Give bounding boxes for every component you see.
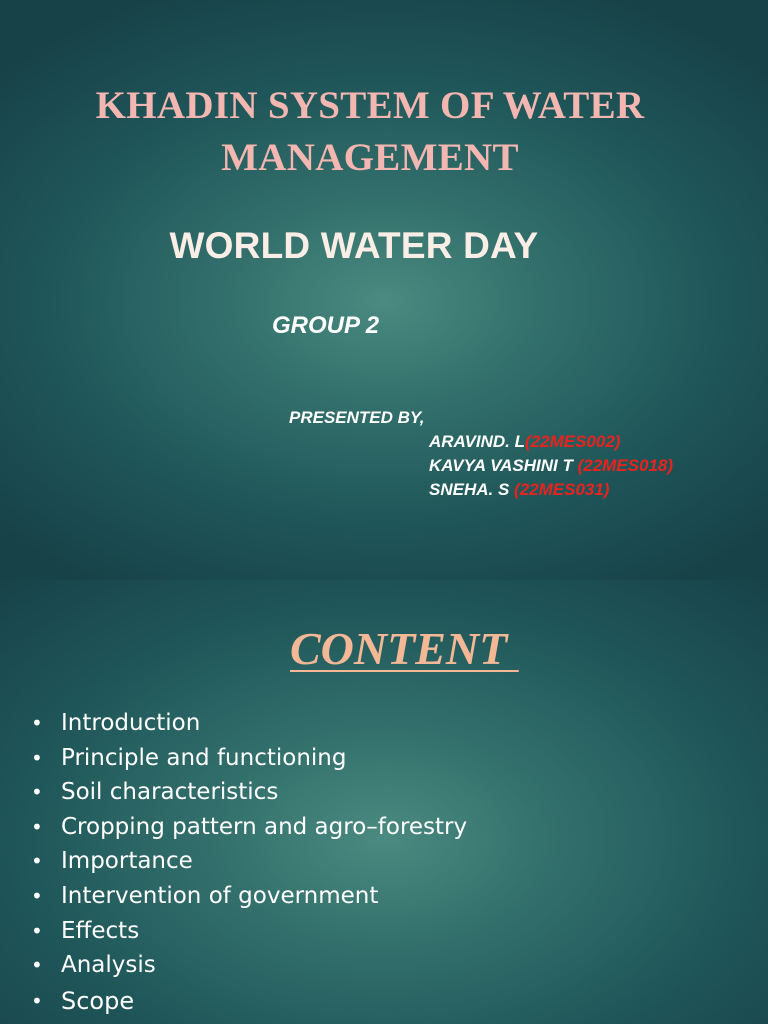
student-code: (22MES002)	[525, 432, 621, 451]
list-item	[30, 775, 467, 810]
list-item-text: Scope	[61, 986, 135, 1015]
list-item-text: Cropping pattern and agro–forestry	[61, 813, 468, 840]
presentation-title	[0, 80, 740, 184]
content-heading: CONTENT	[290, 623, 519, 674]
presenter-item	[429, 454, 673, 478]
bullet-icon: •	[31, 883, 43, 908]
presented-by-label: PRESENTED BY,	[289, 408, 425, 427]
presenter-name: SNEHA. S	[429, 480, 515, 499]
list-item-text: Soil characteristics	[61, 779, 279, 806]
list-item	[30, 741, 467, 776]
list-item-text: Analysis	[61, 952, 156, 979]
student-code: (22MES018)	[577, 456, 674, 475]
bullet-icon: •	[31, 814, 43, 839]
content-slide	[0, 580, 768, 1024]
bullet-icon: •	[31, 988, 43, 1013]
bullet-icon: •	[31, 711, 43, 735]
presenter-name: ARAVIND. L	[429, 432, 526, 451]
list-item	[30, 844, 467, 879]
subtitle: WORLD WATER DAY	[169, 225, 539, 266]
list-item-text: Importance	[61, 848, 193, 875]
content-list	[30, 706, 467, 1019]
presenter-item	[429, 478, 673, 502]
presenter-name: KAVYA VASHINI T	[429, 456, 578, 475]
list-item	[30, 914, 467, 949]
list-item	[30, 983, 467, 1019]
list-item-text: Effects	[61, 917, 140, 944]
list-item-text: Introduction	[61, 710, 201, 736]
list-item	[30, 879, 467, 914]
student-code: (22MES031)	[514, 480, 610, 499]
presenter-list	[429, 430, 673, 502]
list-item	[30, 948, 467, 983]
presenter-item	[429, 430, 673, 454]
bullet-icon: •	[31, 745, 43, 770]
bullet-icon: •	[31, 780, 43, 805]
list-item-text: Principle and functioning	[61, 744, 347, 771]
list-item-text: Intervention of government	[61, 882, 379, 909]
title-line-1: KHADIN SYSTEM OF WATER	[95, 84, 645, 127]
title-line-2: MANAGEMENT	[221, 136, 519, 179]
group-label: GROUP 2	[272, 312, 380, 339]
list-item	[30, 706, 467, 741]
bullet-icon: •	[31, 918, 43, 943]
list-item	[30, 810, 467, 845]
bullet-icon: •	[31, 849, 43, 874]
bullet-icon: •	[31, 953, 43, 978]
